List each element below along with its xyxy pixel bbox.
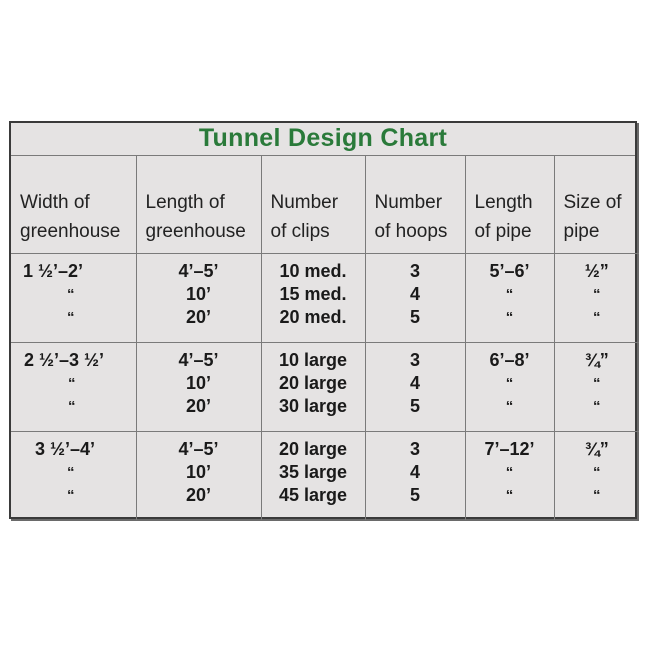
cell-value: 30 large: [278, 396, 348, 416]
ditto-mark: “: [505, 286, 514, 303]
cell-value: 6’–8’: [489, 350, 530, 370]
cell-width: [11, 432, 136, 521]
cell-clips: [261, 254, 365, 343]
cell-value: 3 ½’–4’: [35, 439, 96, 459]
header-line: of pipe: [474, 221, 532, 242]
cell-value: 10 med.: [279, 261, 347, 281]
header-number-of-clips: [261, 155, 365, 254]
cell-pipe-length: [465, 343, 554, 432]
ditto-mark: “: [593, 464, 601, 481]
cell-value: 4’–5’: [178, 350, 219, 370]
table-row: [11, 343, 639, 432]
ditto-mark: “: [593, 398, 601, 415]
cell-value: 4’–5’: [178, 439, 219, 459]
ditto-mark: “: [67, 286, 75, 303]
cell-value: 5: [409, 485, 420, 505]
ditto-mark: “: [505, 309, 514, 326]
cell-value: 4: [409, 462, 420, 482]
header-size-of-pipe: [554, 155, 639, 254]
cell-value: 4: [409, 284, 420, 304]
cell-value: 3: [409, 350, 420, 370]
ditto-mark: “: [593, 487, 601, 504]
cell-value: 2 ½’–3 ½’: [24, 350, 105, 370]
ditto-mark: “: [67, 487, 75, 504]
cell-value: 20 med.: [279, 307, 347, 327]
cell-value: 45 large: [278, 485, 348, 505]
cell-hoops: [365, 254, 465, 343]
cell-clips: [261, 432, 365, 521]
header-line: Number: [270, 192, 339, 213]
cell-value: 10’: [185, 462, 212, 482]
ditto-mark: “: [505, 464, 514, 481]
ditto-mark: “: [593, 375, 601, 392]
header-length-of-greenhouse: [136, 155, 261, 254]
cell-pipe-size: [554, 254, 639, 343]
header-number-of-hoops: [365, 155, 465, 254]
header-line: of hoops: [374, 221, 448, 242]
table-row: [11, 432, 639, 521]
header-line: Width of: [20, 192, 90, 213]
cell-clips: [261, 343, 365, 432]
ditto-mark: “: [67, 309, 75, 326]
cell-value: 35 large: [278, 462, 348, 482]
cell-value: ¾”: [584, 350, 609, 370]
cell-value: 4’–5’: [178, 261, 219, 281]
cell-value: 20’: [185, 485, 212, 505]
cell-hoops: [365, 432, 465, 521]
cell-width: [11, 254, 136, 343]
cell-value: 5: [409, 307, 420, 327]
ditto-mark: “: [68, 375, 76, 392]
cell-value: 20 large: [278, 373, 348, 393]
ditto-mark: “: [505, 375, 514, 392]
cell-length: [136, 254, 261, 343]
header-length-of-pipe: [465, 155, 554, 254]
header-line: Length: [474, 192, 533, 213]
ditto-mark: “: [593, 286, 601, 303]
header-line: greenhouse: [145, 221, 246, 242]
ditto-mark: “: [68, 398, 76, 415]
tunnel-design-chart: [9, 121, 637, 519]
cell-pipe-size: [554, 343, 639, 432]
header-row: [11, 155, 639, 254]
cell-value: 20 large: [278, 439, 348, 459]
cell-value: 20’: [185, 396, 212, 416]
header-line: greenhouse: [20, 221, 121, 242]
cell-pipe-length: [465, 432, 554, 521]
ditto-mark: “: [593, 309, 601, 326]
cell-hoops: [365, 343, 465, 432]
cell-width: [11, 343, 136, 432]
cell-value: 10’: [185, 284, 212, 304]
cell-value: ¾”: [584, 439, 609, 459]
cell-value: 5’–6’: [489, 261, 530, 281]
header-line: Size of: [563, 192, 622, 213]
cell-length: [136, 343, 261, 432]
design-table: [11, 155, 639, 520]
cell-value: 20’: [185, 307, 212, 327]
table-row: [11, 254, 639, 343]
ditto-mark: “: [505, 487, 514, 504]
cell-value: 10’: [185, 373, 212, 393]
chart-title: Tunnel Design Chart: [198, 124, 448, 152]
cell-value: 5: [409, 396, 420, 416]
header-line: of clips: [270, 221, 330, 242]
cell-value: 3: [409, 439, 420, 459]
cell-value: 7’–12’: [484, 439, 535, 459]
header-line: Number: [374, 192, 443, 213]
header-width-of-greenhouse: [11, 155, 136, 254]
ditto-mark: “: [67, 464, 75, 481]
cell-value: 1 ½’–2’: [23, 261, 84, 281]
cell-pipe-size: [554, 432, 639, 521]
ditto-mark: “: [505, 398, 514, 415]
cell-value: 4: [409, 373, 420, 393]
cell-pipe-length: [465, 254, 554, 343]
chart-title-bar: [11, 123, 635, 156]
cell-value: 3: [409, 261, 420, 281]
cell-value: 15 med.: [279, 284, 347, 304]
cell-length: [136, 432, 261, 521]
cell-value: ½”: [584, 261, 609, 281]
header-line: pipe: [563, 221, 600, 242]
cell-value: 10 large: [278, 350, 348, 370]
header-line: Length of: [145, 192, 225, 213]
